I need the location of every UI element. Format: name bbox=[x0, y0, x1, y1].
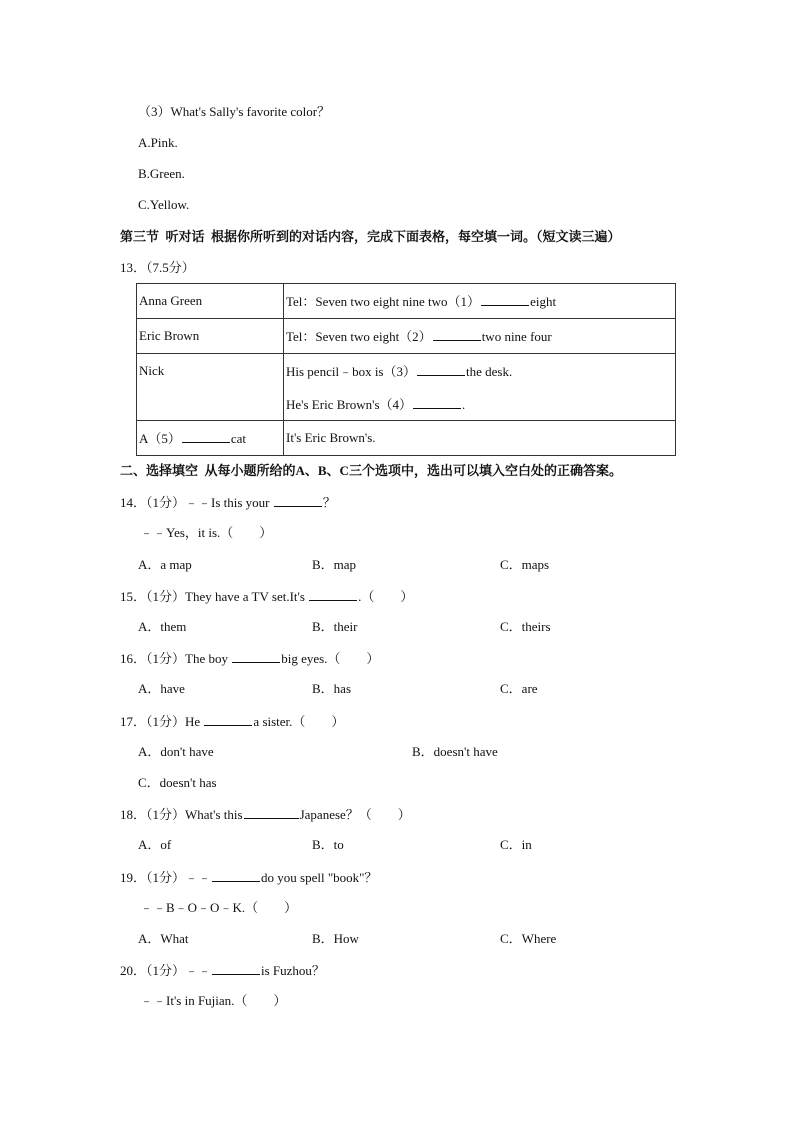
answer-blank-1[interactable] bbox=[481, 293, 529, 306]
question-14-option-b[interactable]: B．map bbox=[312, 557, 357, 572]
question-text: big eyes.（ ） bbox=[281, 651, 380, 666]
answer-blank[interactable] bbox=[274, 494, 322, 507]
question-18-option-c[interactable]: C．in bbox=[500, 837, 532, 852]
cell-text: the desk. bbox=[466, 364, 513, 379]
question-text: a sister.（ ） bbox=[253, 714, 345, 729]
question-text: 20．（1分）﹣﹣ bbox=[120, 963, 212, 978]
answer-blank[interactable] bbox=[244, 806, 299, 819]
table-row bbox=[137, 284, 676, 319]
answer-blank[interactable] bbox=[204, 713, 252, 726]
question-19-option-c[interactable]: C．Where bbox=[500, 931, 557, 946]
question-19-option-a[interactable]: A．What bbox=[138, 931, 189, 946]
section-3-heading: 第三节 听对话 根据你所听到的对话内容，完成下面表格，每空填一词。（短文读三遍） bbox=[120, 229, 621, 244]
question-14-response: ﹣﹣Yes，it is.（ ） bbox=[140, 525, 273, 540]
answer-blank-4[interactable] bbox=[413, 396, 461, 409]
question-text: Japanese？（ ） bbox=[299, 807, 411, 822]
question-18 bbox=[120, 806, 411, 823]
cell-text: eight bbox=[530, 294, 557, 309]
cell-text: . bbox=[462, 397, 466, 412]
question-15 bbox=[120, 588, 413, 605]
question-16 bbox=[120, 650, 379, 667]
question-text: 15．（1分）They have a TV set.It's bbox=[120, 589, 305, 604]
answer-blank[interactable] bbox=[309, 588, 357, 601]
question-text: 17．（1分）He bbox=[120, 714, 201, 729]
question-16-option-b[interactable]: B．has bbox=[312, 681, 352, 696]
cell-text: cat bbox=[230, 431, 247, 446]
question-16-option-c[interactable]: C．are bbox=[500, 681, 538, 696]
question-15-option-b[interactable]: B．their bbox=[312, 619, 358, 634]
cell-text: He's Eric Brown's（4） bbox=[286, 397, 413, 412]
question-19-option-b[interactable]: B．How bbox=[312, 931, 359, 946]
question-14-option-c[interactable]: C．maps bbox=[500, 557, 550, 572]
question-16-option-a[interactable]: A．have bbox=[138, 681, 185, 696]
question-3-option-a: A.Pink. bbox=[138, 135, 178, 150]
question-19-response: ﹣﹣B﹣O﹣O﹣K.（ ） bbox=[140, 900, 298, 915]
table-cell-name: Eric Brown bbox=[137, 319, 284, 354]
question-text: is Fuzhou？ bbox=[261, 963, 325, 978]
question-3-text: （3）What's Sally's favorite color？ bbox=[138, 104, 331, 119]
question-17-option-b[interactable]: B．doesn't have bbox=[412, 744, 498, 759]
table-row bbox=[137, 421, 676, 456]
question-17-option-c[interactable]: C．doesn't has bbox=[138, 775, 217, 790]
fill-in-table bbox=[136, 283, 676, 456]
question-18-option-a[interactable]: A．of bbox=[138, 837, 172, 852]
answer-blank-5[interactable] bbox=[182, 430, 230, 443]
table-cell-info bbox=[284, 354, 676, 421]
cell-text: two nine four bbox=[481, 329, 552, 344]
question-19 bbox=[120, 869, 377, 886]
table-cell-info bbox=[284, 319, 676, 354]
table-cell-name: Nick bbox=[137, 354, 284, 421]
question-text: 14．（1分）﹣﹣Is this your bbox=[120, 495, 270, 510]
cell-text: His pencil﹣box is（3） bbox=[286, 364, 416, 379]
table-cell-name bbox=[137, 421, 284, 456]
answer-blank[interactable] bbox=[212, 869, 260, 882]
question-text: 18．（1分）What's this bbox=[120, 807, 243, 822]
question-text: ？ bbox=[322, 495, 336, 510]
answer-blank-3[interactable] bbox=[417, 363, 465, 376]
table-cell-name: Anna Green bbox=[137, 284, 284, 319]
question-17-option-a[interactable]: A．don't have bbox=[138, 744, 214, 759]
question-text: do you spell "book"？ bbox=[261, 870, 378, 885]
question-text: .（ ） bbox=[358, 589, 414, 604]
cell-text: Tel：Seven two eight nine two（1） bbox=[286, 294, 481, 309]
question-text: 16．（1分）The boy bbox=[120, 651, 228, 666]
question-15-option-a[interactable]: A．them bbox=[138, 619, 187, 634]
table-row bbox=[137, 319, 676, 354]
answer-blank-2[interactable] bbox=[433, 328, 481, 341]
question-14-option-a[interactable]: A．a map bbox=[138, 557, 192, 572]
answer-blank[interactable] bbox=[232, 650, 280, 663]
table-cell-info: It's Eric Brown's. bbox=[284, 421, 676, 456]
table-row bbox=[137, 354, 676, 421]
question-17 bbox=[120, 713, 344, 730]
question-18-option-b[interactable]: B．to bbox=[312, 837, 344, 852]
question-14 bbox=[120, 494, 336, 511]
question-13-label: 13．（7.5分） bbox=[120, 260, 195, 275]
question-3-option-b: B.Green. bbox=[138, 166, 185, 181]
table-cell-info bbox=[284, 284, 676, 319]
question-20 bbox=[120, 962, 325, 979]
cell-text: A（5） bbox=[139, 431, 181, 446]
question-15-option-c[interactable]: C．theirs bbox=[500, 619, 551, 634]
answer-blank[interactable] bbox=[212, 962, 260, 975]
question-3-option-c: C.Yellow. bbox=[138, 197, 190, 212]
question-text: 19．（1分）﹣﹣ bbox=[120, 870, 212, 885]
question-20-response: ﹣﹣It's in Fujian.（ ） bbox=[140, 993, 287, 1008]
cell-text: Tel：Seven two eight（2） bbox=[286, 329, 432, 344]
section-2-heading: 二、选择填空 从每小题所给的A、B、C三个选项中，选出可以填入空白处的正确答案。 bbox=[120, 463, 622, 478]
